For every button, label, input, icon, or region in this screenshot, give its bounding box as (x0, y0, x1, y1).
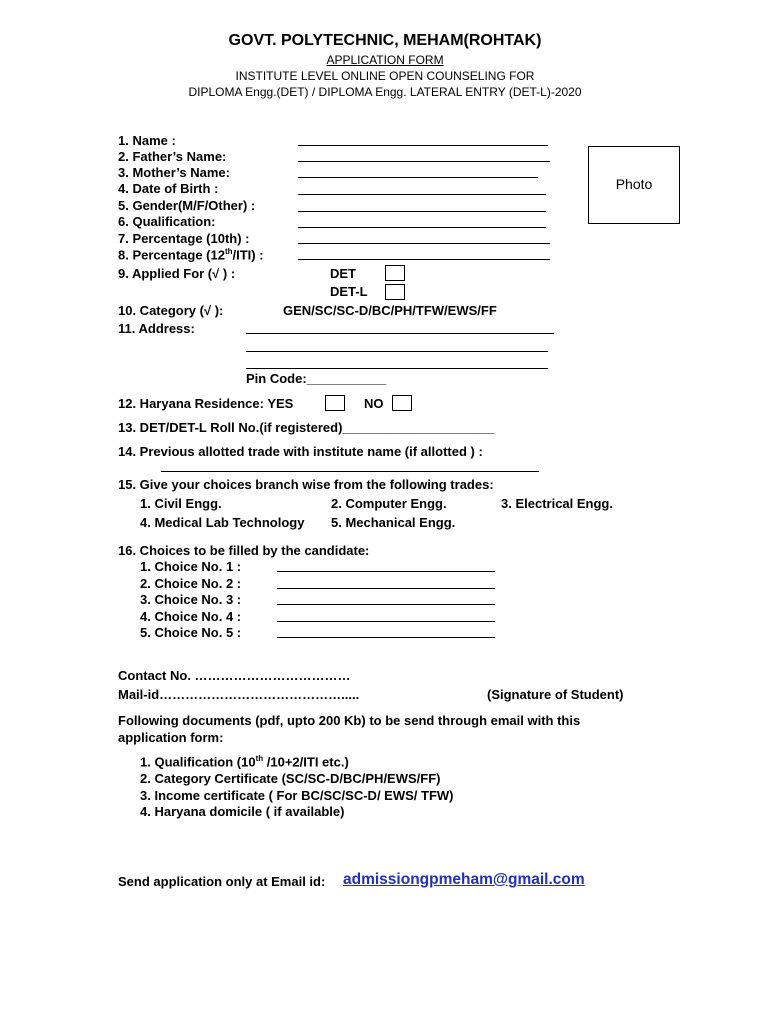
address-field-line-1[interactable] (246, 333, 554, 334)
father-name-label: 2. Father’s Name: (118, 149, 227, 164)
photo-label: Photo (615, 176, 653, 192)
choice-label: 5. Choice No. 5 : (140, 625, 242, 640)
form-title: APPLICATION FORM (326, 53, 444, 67)
photo-box (588, 146, 680, 224)
trade-item: 4. Medical Lab Technology (140, 515, 305, 530)
mother-name-field[interactable] (298, 177, 538, 178)
detl-checkbox[interactable] (385, 284, 405, 300)
document-item: 1. Qualification (10th /10+2/ITI etc.) (140, 754, 349, 770)
trade-item: 5. Mechanical Engg. (331, 515, 456, 530)
address-field-line-2[interactable] (246, 351, 548, 352)
documents-intro-1: Following documents (pdf, upto 200 Kb) to be send through email with this (118, 713, 581, 728)
document-item: 4. Haryana domicile ( if available) (140, 804, 345, 819)
name-label: 1. Name : (118, 133, 176, 148)
pin-code[interactable]: Pin Code:___________ (246, 371, 387, 386)
roll-no-label[interactable]: 13. DET/DET-L Roll No.(if registered)_____________________ (118, 420, 495, 435)
gender-label: 5. Gender(M/F/Other) : (118, 198, 256, 213)
pct12-label: 8. Percentage (12th/ITI) : (118, 247, 264, 263)
email-link[interactable]: admissiongpmeham@gmail.com (343, 871, 585, 888)
category-label: 10. Category (√ ): (118, 303, 224, 318)
fill-choices-heading: 16. Choices to be filled by the candidate: (118, 543, 370, 558)
prev-allotted-label: 14. Previous allotted trade with institute name (if allotted ) : (118, 444, 483, 459)
subtitle-line-2: DIPLOMA Engg.(DET) / DIPLOMA Engg. LATERAL ENTRY (DET-L)-2020 (188, 85, 582, 99)
applied-for-label: 9. Applied For (√ ) : (118, 266, 236, 281)
detl-label: DET-L (330, 284, 368, 299)
send-label: Send application only at Email id: (118, 874, 326, 889)
trades-heading: 15. Give your choices branch wise from the following trades: (118, 477, 494, 492)
contact-no[interactable]: Contact No. ……………………………… (118, 668, 351, 683)
dob-field[interactable] (298, 194, 546, 195)
institute-title: GOVT. POLYTECHNIC, MEHAM(ROHTAK) (228, 32, 542, 49)
haryana-no-label: NO (364, 396, 384, 411)
pct12-field[interactable] (298, 259, 550, 260)
mother-name-label: 3. Mother’s Name: (118, 165, 230, 180)
haryana-yes-checkbox[interactable] (325, 395, 345, 411)
choice-label: 2. Choice No. 2 : (140, 576, 242, 591)
choice-3-field[interactable] (277, 604, 495, 605)
subtitle-line-1: INSTITUTE LEVEL ONLINE OPEN COUNSELING FOR (235, 69, 535, 83)
choice-5-field[interactable] (277, 637, 495, 638)
det-label: DET (330, 266, 356, 281)
choice-label: 3. Choice No. 3 : (140, 592, 242, 607)
signature-label: (Signature of Student) (487, 687, 624, 702)
name-field[interactable] (298, 145, 548, 146)
choice-2-field[interactable] (277, 588, 495, 589)
qualification-label: 6. Qualification: (118, 214, 216, 229)
haryana-residence-label: 12. Haryana Residence: YES (118, 396, 294, 411)
address-field-line-3[interactable] (246, 368, 548, 369)
document-item: 2. Category Certificate (SC/SC-D/BC/PH/EWS/FF) (140, 771, 441, 786)
trade-item: 3. Electrical Engg. (501, 496, 613, 511)
mail-id[interactable]: Mail-id……………………………………..... (118, 687, 360, 702)
document-item: 3. Income certificate ( For BC/SC/SC-D/ EWS/ TFW) (140, 788, 454, 803)
address-label: 11. Address: (118, 321, 195, 336)
documents-intro-2: application form: (118, 730, 224, 745)
gender-field[interactable] (298, 211, 546, 212)
father-name-field[interactable] (298, 161, 550, 162)
qualification-field[interactable] (298, 227, 546, 228)
haryana-no-checkbox[interactable] (392, 395, 412, 411)
pct10-field[interactable] (298, 243, 550, 244)
trade-item: 2. Computer Engg. (331, 496, 447, 511)
choice-4-field[interactable] (277, 621, 495, 622)
dob-label: 4. Date of Birth : (118, 181, 219, 196)
prev-allotted-field[interactable] (161, 471, 539, 472)
pct10-label: 7. Percentage (10th) : (118, 231, 250, 246)
choice-label: 4. Choice No. 4 : (140, 609, 242, 624)
choice-1-field[interactable] (277, 571, 495, 572)
category-options[interactable]: GEN/SC/SC-D/BC/PH/TFW/EWS/FF (283, 303, 497, 318)
choice-label: 1. Choice No. 1 : (140, 559, 242, 574)
det-checkbox[interactable] (385, 265, 405, 281)
trade-item: 1. Civil Engg. (140, 496, 222, 511)
